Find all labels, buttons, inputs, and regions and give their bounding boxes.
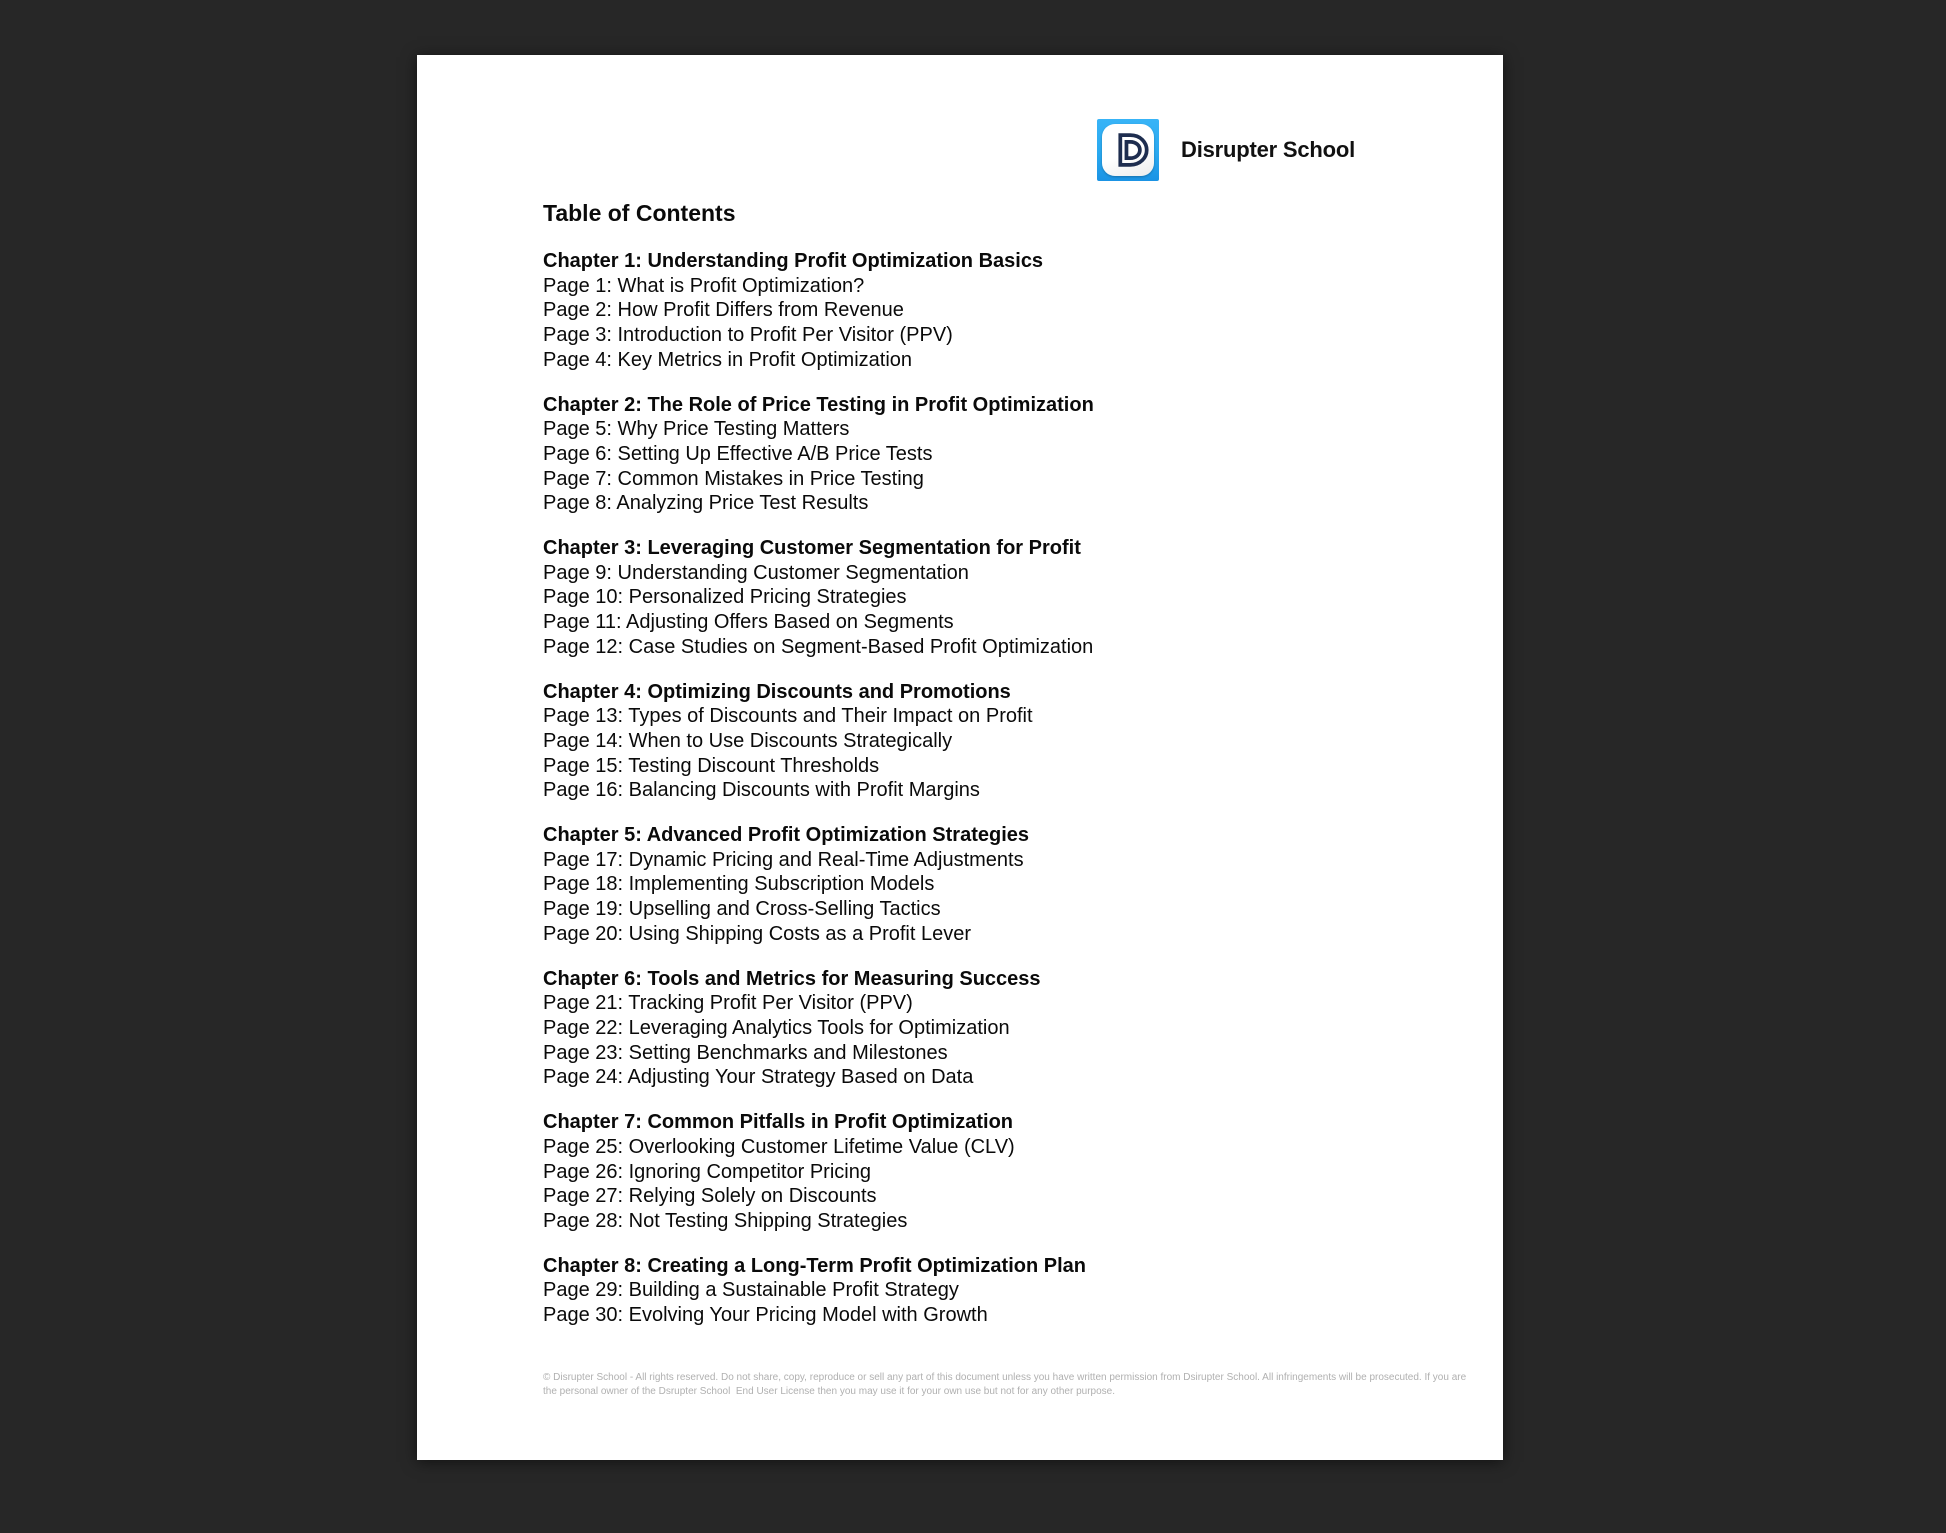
disrupter-school-logo-icon [1097, 119, 1159, 181]
toc-page-item: Page 18: Implementing Subscription Models [543, 873, 935, 896]
toc-page-item: Page 2: How Profit Differs from Revenue [543, 299, 904, 322]
chapter-title: Chapter 1: Understanding Profit Optimization Basics [543, 250, 1044, 272]
toc-page-item: Page 6: Setting Up Effective A/B Price Tests [543, 442, 933, 465]
chapter-title: Chapter 6: Tools and Metrics for Measuring Success [543, 967, 1041, 990]
brand-lockup [1097, 119, 1355, 181]
toc-page-item: Page 28: Not Testing Shipping Strategies [543, 1209, 908, 1232]
toc-page-item: Page 20: Using Shipping Costs as a Profit Lever [543, 922, 972, 945]
toc-page-item: Page 10: Personalized Pricing Strategies [543, 586, 907, 609]
toc-page-item: Page 12: Case Studies on Segment-Based Profit Optimization [543, 635, 1094, 658]
chapter-block [543, 823, 1423, 947]
chapter-block [543, 1110, 1423, 1234]
toc-page-item: Page 19: Upselling and Cross-Selling Tactics [543, 898, 941, 921]
toc-page-item: Page 4: Key Metrics in Profit Optimization [543, 348, 913, 371]
toc-page-item: Page 9: Understanding Customer Segmentation [543, 561, 969, 584]
toc-page-item: Page 30: Evolving Your Pricing Model with Growth [543, 1304, 988, 1327]
toc-page-item: Page 27: Relying Solely on Discounts [543, 1185, 877, 1208]
toc-page-item: Page 24: Adjusting Your Strategy Based on Data [543, 1066, 974, 1089]
toc-page-item: Page 1: What is Profit Optimization? [543, 274, 865, 297]
document-page [417, 55, 1503, 1460]
toc-page-item: Page 14: When to Use Discounts Strategically [543, 729, 953, 752]
chapter-title: Chapter 2: The Role of Price Testing in Profit Optimization [543, 393, 1094, 416]
toc-page-item: Page 17: Dynamic Pricing and Real-Time Adjustments [543, 848, 1024, 871]
copyright-line-2: the personal owner of the Dsrupter School End User License then you may use it for your own use but not for any other purpose. [543, 1385, 1115, 1397]
chapter-block [543, 249, 1423, 373]
logo-letter-tile [1102, 124, 1154, 176]
toc-page-item: Page 11: Adjusting Offers Based on Segments [543, 611, 954, 634]
table-of-contents [543, 200, 1423, 1348]
toc-page-item: Page 25: Overlooking Customer Lifetime Value (CLV) [543, 1135, 1015, 1158]
toc-page-item: Page 23: Setting Benchmarks and Milestones [543, 1041, 948, 1064]
chapter-block [543, 967, 1423, 1091]
toc-list [543, 249, 1423, 1328]
toc-page-item: Page 8: Analyzing Price Test Results [543, 492, 869, 515]
toc-page-item: Page 16: Balancing Discounts with Profit Margins [543, 779, 980, 802]
copyright-line-1: © Disrupter School - All rights reserved. Do not share, copy, reproduce or sell any part of this document unless you have written permission from Dsirupter School. All infringements will be prosecuted. If you are [543, 1372, 1467, 1383]
chapter-title: Chapter 5: Advanced Profit Optimization Strategies [543, 824, 1030, 847]
toc-page-item: Page 7: Common Mistakes in Price Testing [543, 467, 924, 490]
chapter-title: Chapter 8: Creating a Long-Term Profit Optimization Plan [543, 1254, 1086, 1277]
toc-page-item: Page 5: Why Price Testing Matters [543, 418, 850, 441]
chapter-title: Chapter 3: Leveraging Customer Segmentation for Profit [543, 537, 1081, 560]
toc-page-item: Page 13: Types of Discounts and Their Impact on Profit [543, 705, 1033, 728]
toc-page-item: Page 21: Tracking Profit Per Visitor (PPV) [543, 992, 913, 1015]
toc-page-item: Page 29: Building a Sustainable Profit Strategy [543, 1279, 959, 1302]
chapter-block [543, 680, 1423, 804]
toc-page-item: Page 26: Ignoring Competitor Pricing [543, 1160, 871, 1183]
chapter-block [543, 1254, 1423, 1328]
brand-name: Disrupter School [1181, 137, 1356, 162]
toc-page-item: Page 22: Leveraging Analytics Tools for Optimization [543, 1016, 1010, 1039]
toc-page-item: Page 15: Testing Discount Thresholds [543, 754, 880, 777]
toc-page-item: Page 3: Introduction to Profit Per Visitor (PPV) [543, 324, 953, 347]
chapter-block [543, 536, 1423, 660]
copyright-notice [543, 1371, 1466, 1398]
chapter-title: Chapter 4: Optimizing Discounts and Promotions [543, 680, 1011, 703]
chapter-title: Chapter 7: Common Pitfalls in Profit Optimization [543, 1111, 1014, 1134]
page-title: Table of Contents [543, 200, 736, 226]
chapter-block [543, 393, 1423, 517]
